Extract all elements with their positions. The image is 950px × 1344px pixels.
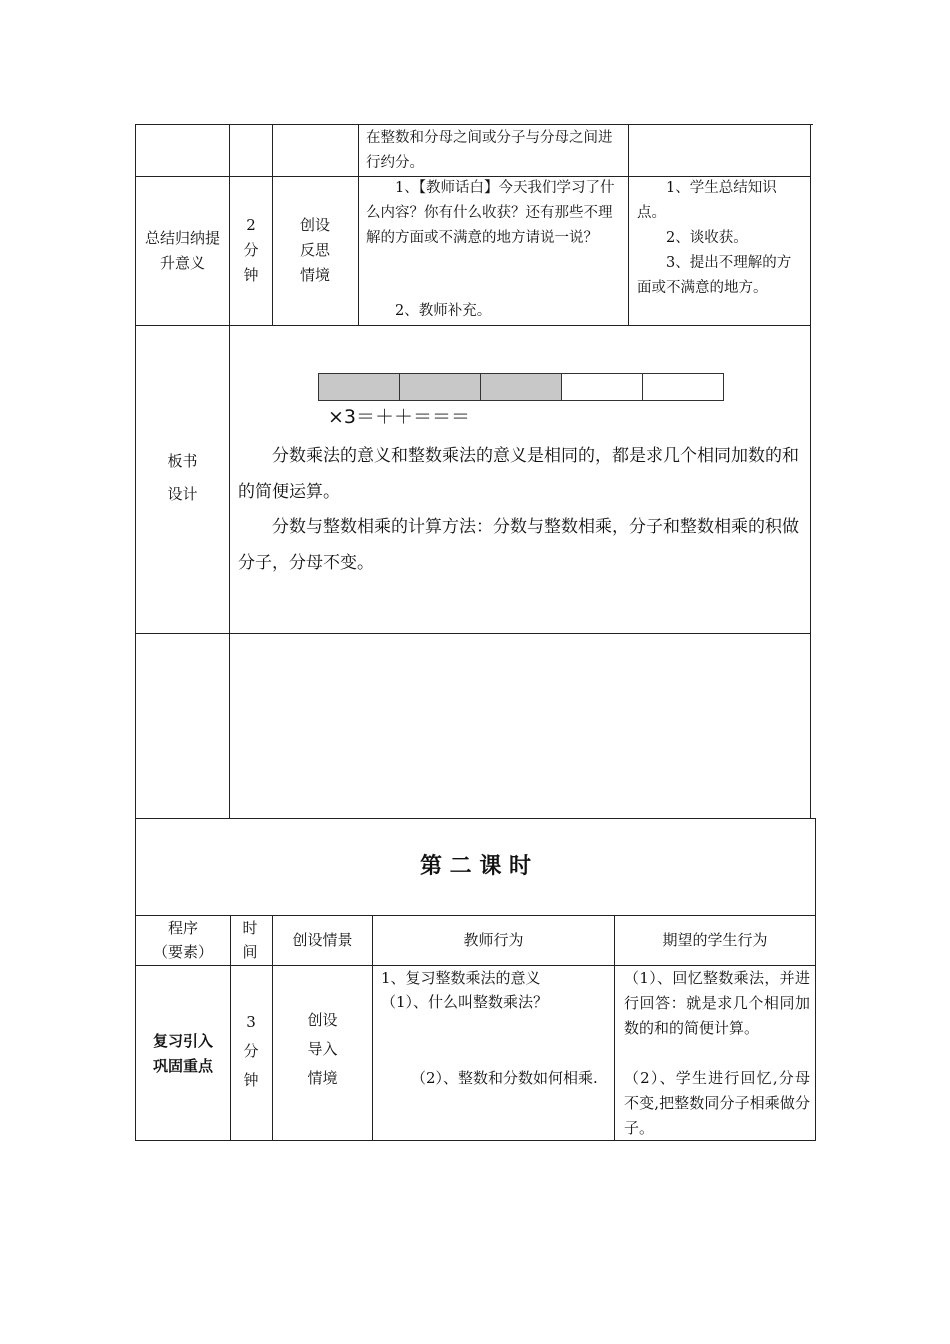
stage-review-line-2: 巩固重点 <box>152 1057 213 1075</box>
header-procedure-line-2: （要素） <box>152 943 213 961</box>
student-summary <box>637 176 805 301</box>
stage-summary <box>140 226 225 276</box>
time-unit-1: 分 <box>243 241 259 259</box>
situation-line-2: 反思 <box>299 241 330 259</box>
student-review-1: （1）、回忆整数乘法，并进行回答：就是求几个相同加数的和的简便计算。 <box>624 969 810 1037</box>
bar-segment-3 <box>480 373 562 401</box>
header-time-line-1: 时 <box>242 919 258 937</box>
board-label-line-1: 板书 <box>167 452 198 470</box>
teacher-continuation-text: 在整数和分母之间或分子与分母之间进行约分。 <box>366 130 613 171</box>
stage-review-line-1: 复习引入 <box>152 1032 213 1050</box>
situation-line-3: 情境 <box>299 266 330 284</box>
stage-summary-text: 总结归纳提升意义 <box>144 229 220 272</box>
situation-review <box>273 1006 372 1093</box>
lesson-title: 第 二 课 时 <box>420 853 531 879</box>
header-teacher: 教师行为 <box>463 931 524 949</box>
teacher-review-3: （2）、整数和分数如何相乘. <box>411 1069 598 1087</box>
time-summary <box>231 213 271 288</box>
header-time-line-2: 间 <box>242 943 258 961</box>
time-review <box>231 1008 271 1095</box>
situation-review-line-3: 情境 <box>307 1069 338 1087</box>
header-situation: 创设情景 <box>292 931 353 949</box>
header-time <box>231 916 269 964</box>
bar-segment-5 <box>642 373 724 401</box>
situation-review-line-2: 导入 <box>307 1040 338 1058</box>
student-point-1: 1、学生总结知识点。 <box>637 180 777 221</box>
header-procedure <box>136 916 230 964</box>
student-point-3: 3、提出不理解的方面或不满意的地方。 <box>637 255 792 296</box>
teacher-summary-supplement: 2、教师补充。 <box>395 303 492 319</box>
time-review-value: 3 <box>246 1013 256 1031</box>
time-value: 2 <box>246 216 256 234</box>
stage-review <box>136 1029 230 1079</box>
board-paragraph-2: 分数与整数相乘的计算方法：分数与整数相乘，分子和整数相乘的积做分子，分母不变。 <box>238 517 799 573</box>
bar-segment-1 <box>318 373 400 401</box>
teacher-review-2: （1）、什么叫整数乘法？ <box>381 993 549 1011</box>
time-review-unit-2: 钟 <box>243 1071 259 1089</box>
situation-summary <box>274 213 356 288</box>
board-label-line-2: 设计 <box>167 485 198 503</box>
teacher-summary-text: 1、【教师话白】今天我们学习了什么内容？你有什么收获？还有那些不理解的方面或不满意的地方请说一说？ <box>366 180 615 246</box>
student-point-2: 2、谈收获。 <box>666 230 748 246</box>
teacher-review-1: 1、复习整数乘法的意义 <box>381 969 541 987</box>
board-label <box>140 445 225 511</box>
time-unit-2: 钟 <box>243 266 259 284</box>
bar-segment-2 <box>399 373 481 401</box>
situation-review-line-1: 创设 <box>307 1011 338 1029</box>
header-procedure-line-1: 程序 <box>167 919 198 937</box>
bar-segment-4 <box>561 373 643 401</box>
student-review-2: （2）、学生进行回忆,分母不变,把整数同分子相乘做分子。 <box>624 1069 810 1137</box>
time-review-unit-1: 分 <box>243 1042 259 1060</box>
header-student: 期望的学生行为 <box>662 931 768 949</box>
board-paragraph-1: 分数乘法的意义和整数乘法的意义是相同的，都是求几个相同加数的和的简便运算。 <box>238 446 799 502</box>
situation-line-1: 创设 <box>299 216 330 234</box>
board-equation: ×3＝＋＋＝＝＝ <box>328 406 471 428</box>
